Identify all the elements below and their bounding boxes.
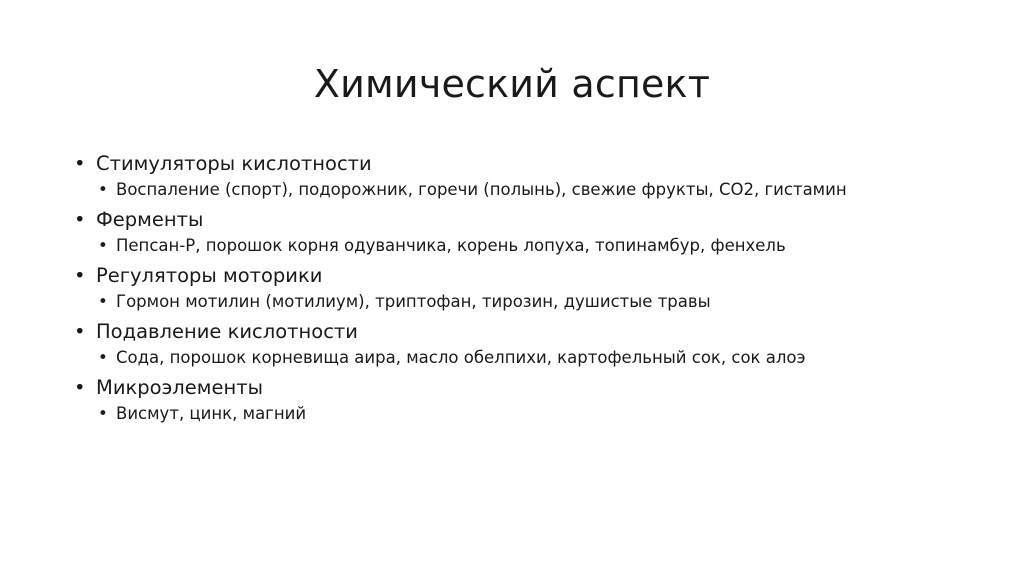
bullet-icon: •	[74, 264, 86, 287]
bullet-icon: •	[98, 348, 108, 367]
slide-title: Химический аспект	[313, 62, 711, 106]
list-item-motility	[74, 262, 954, 289]
sub-item-text: Висмут, цинк, магний	[116, 404, 307, 423]
sub-item-text: Сода, порошок корневища аира, масло обелпихи, картофельный сок, сок алоэ	[116, 348, 806, 367]
bullet-icon: •	[98, 292, 108, 311]
list-item-label: Ферменты	[96, 208, 204, 231]
bullet-icon: •	[74, 152, 86, 175]
sub-item-motility	[98, 291, 954, 312]
sub-item-text: Пепсан-Р, порошок корня одуванчика, корень лопуха, топинамбур, фенхель	[116, 236, 786, 255]
bullet-icon: •	[98, 236, 108, 255]
sub-item-text: Воспаление (спорт), подорожник, горечи (полынь), свежие фрукты, СО2, гистамин	[116, 180, 847, 199]
bullet-icon: •	[98, 404, 108, 423]
sub-item-text: Гормон мотилин (мотилиум), триптофан, тирозин, душистые травы	[116, 292, 711, 311]
bullet-icon: •	[74, 376, 86, 399]
list-item-label: Микроэлементы	[96, 376, 263, 399]
bullet-icon: •	[74, 320, 86, 343]
sub-item-acid-suppression	[98, 347, 954, 368]
list-item-stimulators	[74, 150, 954, 177]
bullet-list	[74, 150, 954, 424]
list-item-microelements	[74, 374, 954, 401]
list-item-enzymes	[74, 206, 954, 233]
list-item-acid-suppression	[74, 318, 954, 345]
sub-item-stimulators	[98, 179, 954, 200]
sub-item-enzymes	[98, 235, 954, 256]
list-item-label: Регуляторы моторики	[96, 264, 323, 287]
bullet-icon: •	[98, 180, 108, 199]
list-item-label: Стимуляторы кислотности	[96, 152, 372, 175]
sub-item-microelements	[98, 403, 954, 424]
list-item-label: Подавление кислотности	[96, 320, 358, 343]
bullet-icon: •	[74, 208, 86, 231]
